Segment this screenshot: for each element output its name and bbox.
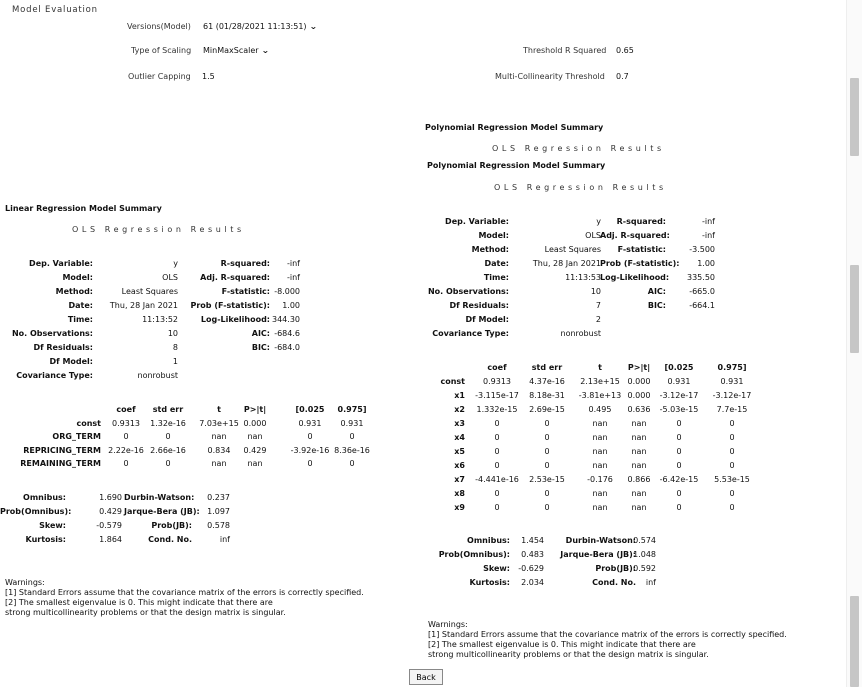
coef-header: 0.975] bbox=[337, 405, 367, 414]
coef-row-name: REPRICING_TERM bbox=[23, 445, 101, 455]
summary-label: Df Residuals: bbox=[33, 343, 93, 352]
coef-cell: 0 bbox=[494, 461, 500, 470]
coef-cell: 0 bbox=[544, 447, 550, 456]
outlier-label: Outlier Capping bbox=[128, 72, 191, 81]
summary-value: 10 bbox=[167, 329, 178, 338]
coef-cell: 0.000 bbox=[627, 391, 651, 400]
diag-value: 2.034 bbox=[521, 578, 544, 587]
coef-cell: 0 bbox=[676, 433, 682, 442]
coef-cell: -4.441e-16 bbox=[475, 475, 519, 484]
summary-label: Covariance Type: bbox=[16, 371, 93, 380]
coef-header: coef bbox=[487, 363, 507, 372]
coef-cell: -3.115e-17 bbox=[475, 391, 519, 400]
coef-cell: 1.332e-15 bbox=[476, 405, 518, 414]
summary-label: Date: bbox=[68, 301, 93, 310]
coef-cell: -3.92e-16 bbox=[290, 445, 330, 455]
coef-cell: 0 bbox=[307, 458, 313, 468]
back-button[interactable]: Back bbox=[409, 669, 443, 685]
coef-cell: -0.176 bbox=[587, 475, 613, 484]
summary-value: OLS bbox=[162, 273, 178, 282]
coef-cell: 0 bbox=[544, 503, 550, 512]
summary-label: F-statistic: bbox=[221, 287, 270, 296]
summary-value: -inf bbox=[287, 273, 300, 282]
coef-cell: 8.36e-16 bbox=[334, 445, 370, 455]
summary-label: Model: bbox=[478, 231, 509, 240]
diag-value: 1.690 bbox=[99, 493, 122, 502]
summary-value: -684.0 bbox=[274, 343, 300, 352]
summary-value: 344.30 bbox=[272, 315, 300, 324]
chevron-down-icon: ⌄ bbox=[308, 22, 317, 31]
coef-header: t bbox=[217, 405, 221, 414]
linear-warnings bbox=[5, 578, 364, 618]
coef-row-name: const bbox=[76, 419, 101, 428]
diag-label: Omnibus: bbox=[23, 493, 66, 502]
coef-header: P>|t| bbox=[243, 405, 267, 414]
diag-label: Skew: bbox=[483, 564, 510, 573]
coef-header: std err bbox=[531, 363, 563, 372]
coef-cell: 2.13e+15 bbox=[580, 377, 620, 386]
coef-header: t bbox=[598, 363, 602, 372]
coef-cell: 0 bbox=[349, 432, 355, 442]
coef-cell: 0 bbox=[676, 447, 682, 456]
summary-value: Thu, 28 Jan 2021 bbox=[109, 301, 178, 310]
diag-value: -0.629 bbox=[518, 564, 544, 573]
coef-cell: 0 bbox=[494, 447, 500, 456]
coef-cell: 0 bbox=[494, 489, 500, 498]
coef-cell: 5.53e-15 bbox=[714, 475, 750, 484]
coef-header: coef bbox=[116, 405, 136, 414]
coef-cell: 0.931 bbox=[340, 419, 364, 428]
coef-cell: 0 bbox=[729, 461, 735, 470]
coef-cell: nan bbox=[631, 419, 647, 428]
coef-cell: 2.53e-15 bbox=[529, 475, 565, 484]
coef-header: P>|t| bbox=[627, 363, 651, 372]
warning-line: strong multicollinearity problems or that the design matrix is singular. bbox=[428, 650, 709, 659]
diag-label: Skew: bbox=[39, 521, 66, 530]
summary-label: R-squared: bbox=[220, 259, 270, 268]
summary-label: Dep. Variable: bbox=[445, 217, 509, 226]
coef-cell: 0 bbox=[165, 458, 171, 468]
scrollbar-thumb[interactable] bbox=[850, 596, 859, 687]
coef-row-name: x8 bbox=[454, 489, 465, 498]
coef-cell: 0 bbox=[676, 461, 682, 470]
coef-cell: nan bbox=[211, 432, 227, 442]
warning-line: strong multicollinearity problems or that the design matrix is singular. bbox=[5, 608, 286, 617]
coef-cell: 0 bbox=[729, 503, 735, 512]
coef-cell: 0 bbox=[676, 489, 682, 498]
warning-line: Warnings: bbox=[428, 620, 468, 629]
summary-value: 8 bbox=[172, 343, 178, 352]
coef-cell: 8.18e-31 bbox=[529, 391, 565, 400]
coef-header: std err bbox=[152, 405, 184, 414]
warning-line: [1] Standard Errors assume that the covariance matrix of the errors is correctly specified. bbox=[428, 630, 787, 639]
scrollbar-thumb[interactable] bbox=[850, 265, 859, 353]
summary-label: BIC: bbox=[251, 343, 270, 352]
coef-cell: 0 bbox=[544, 419, 550, 428]
poly-summary-title-2: Polynomial Regression Model Summary bbox=[427, 161, 606, 170]
diag-value: inf bbox=[219, 535, 230, 544]
diag-label: Prob(Omnibus): bbox=[438, 550, 510, 559]
coef-cell: 2.22e-16 bbox=[108, 445, 144, 455]
coef-cell: 1.32e-16 bbox=[150, 419, 186, 428]
diag-label: Durbin-Watson: bbox=[124, 493, 195, 502]
coef-cell: 7.03e+15 bbox=[199, 419, 239, 428]
coef-cell: -3.81e+13 bbox=[578, 391, 622, 400]
coef-cell: nan bbox=[592, 489, 608, 498]
summary-value: 10 bbox=[590, 287, 601, 296]
summary-value: 1.00 bbox=[697, 259, 715, 268]
coef-cell: nan bbox=[592, 461, 608, 470]
coef-cell: nan bbox=[631, 489, 647, 498]
coef-cell: 0 bbox=[729, 419, 735, 428]
diag-label: Kurtosis: bbox=[25, 535, 66, 544]
coef-row-name: const bbox=[440, 377, 465, 386]
summary-value: Least Squares bbox=[121, 287, 178, 296]
summary-value: Thu, 28 Jan 2021 bbox=[532, 259, 601, 268]
summary-value: -665.0 bbox=[689, 287, 715, 296]
coef-cell: nan bbox=[247, 458, 263, 468]
coef-cell: nan bbox=[211, 458, 227, 468]
summary-label: Df Residuals: bbox=[449, 301, 509, 310]
coef-cell: 0 bbox=[676, 503, 682, 512]
coef-cell: -6.42e-15 bbox=[659, 475, 699, 484]
coef-cell: 0.000 bbox=[627, 377, 651, 386]
page-title: Model Evaluation bbox=[12, 5, 98, 15]
coef-header: [0.025 bbox=[295, 405, 325, 414]
summary-label: Log-Likelihood: bbox=[600, 273, 670, 282]
coef-cell: 0 bbox=[544, 433, 550, 442]
coef-cell: -3.12e-17 bbox=[659, 391, 699, 400]
coef-cell: nan bbox=[247, 432, 263, 442]
diag-value: 1.864 bbox=[99, 535, 122, 544]
summary-label: Df Model: bbox=[49, 357, 93, 366]
versions-value: 61 (01/28/2021 11:13:51) bbox=[203, 22, 307, 31]
coef-cell: 0.931 bbox=[667, 377, 691, 386]
coef-row-name: x9 bbox=[454, 503, 465, 512]
coef-row-name: x6 bbox=[454, 461, 465, 470]
coef-row-name: x1 bbox=[454, 391, 465, 400]
coef-cell: 0.931 bbox=[298, 419, 322, 428]
warning-line: Warnings: bbox=[5, 578, 45, 587]
summary-label: Adj. R-squared: bbox=[600, 231, 670, 240]
versions-select[interactable] bbox=[203, 22, 316, 31]
summary-value: nonrobust bbox=[137, 371, 178, 380]
summary-label: Time: bbox=[483, 273, 509, 282]
summary-label: Prob (F-statistic): bbox=[600, 259, 680, 268]
summary-value: 11:13:52 bbox=[142, 315, 178, 324]
diag-value: 0.483 bbox=[521, 550, 544, 559]
summary-label: Dep. Variable: bbox=[29, 259, 93, 268]
multicol-value: 0.7 bbox=[616, 72, 629, 81]
linear-summary-title: Linear Regression Model Summary bbox=[5, 204, 162, 213]
summary-value: 11:13:53 bbox=[565, 273, 601, 282]
summary-value: y bbox=[596, 217, 601, 226]
warning-line: [2] The smallest eigenvalue is 0. This might indicate that there are bbox=[428, 640, 696, 649]
summary-label: BIC: bbox=[647, 301, 666, 310]
coef-cell: 0 bbox=[349, 458, 355, 468]
summary-value: -inf bbox=[702, 217, 715, 226]
coef-row-name: x7 bbox=[454, 475, 465, 484]
diag-value: 1.048 bbox=[633, 550, 656, 559]
summary-label: Method: bbox=[55, 287, 93, 296]
threshold-r2-label: Threshold R Squared bbox=[523, 46, 607, 55]
summary-value: -inf bbox=[287, 259, 300, 268]
summary-value: Least Squares bbox=[544, 245, 601, 254]
coef-row-name: x5 bbox=[454, 447, 465, 456]
multicol-label: Multi-Collinearity Threshold bbox=[495, 72, 605, 81]
warning-line: [1] Standard Errors assume that the covariance matrix of the errors is correctly specified. bbox=[5, 588, 364, 597]
summary-label: Date: bbox=[484, 259, 509, 268]
coef-cell: -5.03e-15 bbox=[659, 405, 699, 414]
coef-cell: 0 bbox=[544, 461, 550, 470]
summary-value: nonrobust bbox=[560, 329, 601, 338]
summary-label: Log-Likelihood: bbox=[200, 315, 270, 324]
coef-cell: 0.636 bbox=[627, 405, 651, 414]
coef-cell: nan bbox=[592, 447, 608, 456]
summary-value: -664.1 bbox=[689, 301, 715, 310]
summary-value: OLS bbox=[585, 231, 601, 240]
poly-warnings bbox=[428, 620, 787, 660]
coef-row-name: REMAINING_TERM bbox=[20, 458, 101, 468]
coef-cell: 0.000 bbox=[243, 419, 267, 428]
summary-label: R-squared: bbox=[616, 217, 666, 226]
summary-label: AIC: bbox=[251, 329, 270, 338]
coef-cell: 0 bbox=[123, 458, 129, 468]
coef-header: [0.025 bbox=[664, 363, 694, 372]
diag-label: Durbin-Watson: bbox=[565, 536, 636, 545]
coef-cell: nan bbox=[592, 433, 608, 442]
poly-ols-title-1: OLS Regression Results bbox=[492, 144, 665, 153]
coef-header: 0.975] bbox=[717, 363, 747, 372]
diag-value: 0.574 bbox=[633, 536, 656, 545]
coef-cell: 0 bbox=[494, 433, 500, 442]
coef-cell: 0 bbox=[165, 432, 171, 442]
summary-label: Adj. R-squared: bbox=[200, 273, 270, 282]
poly-summary-title-1: Polynomial Regression Model Summary bbox=[425, 123, 604, 132]
coef-cell: 0 bbox=[729, 489, 735, 498]
coef-cell: 0.9313 bbox=[112, 419, 140, 428]
warning-line: [2] The smallest eigenvalue is 0. This might indicate that there are bbox=[5, 598, 273, 607]
diag-label: Prob(JB): bbox=[595, 564, 636, 573]
diag-value: -0.579 bbox=[96, 521, 122, 530]
diag-value: 0.592 bbox=[633, 564, 656, 573]
coef-cell: 0 bbox=[494, 503, 500, 512]
summary-label: Df Model: bbox=[465, 315, 509, 324]
coef-cell: 0 bbox=[676, 419, 682, 428]
coef-cell: 0 bbox=[494, 419, 500, 428]
scaling-select[interactable] bbox=[203, 46, 268, 55]
diag-label: Cond. No. bbox=[592, 578, 636, 587]
summary-value: -8.000 bbox=[274, 287, 300, 296]
coef-cell: 0 bbox=[307, 432, 313, 442]
summary-label: No. Observations: bbox=[11, 329, 93, 338]
coef-cell: 0.495 bbox=[588, 405, 612, 414]
chevron-down-icon: ⌄ bbox=[260, 46, 269, 55]
coef-row-name: ORG_TERM bbox=[52, 432, 101, 442]
summary-value: y bbox=[173, 259, 178, 268]
coef-cell: 0 bbox=[544, 489, 550, 498]
coef-cell: 2.69e-15 bbox=[529, 405, 565, 414]
summary-label: Covariance Type: bbox=[432, 329, 509, 338]
coef-cell: nan bbox=[631, 433, 647, 442]
coef-cell: 4.37e-16 bbox=[529, 377, 565, 386]
coef-cell: 2.66e-16 bbox=[150, 445, 186, 455]
coef-cell: 0.429 bbox=[243, 445, 267, 455]
summary-value: 335.50 bbox=[687, 273, 715, 282]
coef-cell: 0.9313 bbox=[483, 377, 511, 386]
coef-cell: nan bbox=[631, 461, 647, 470]
coef-cell: 0.834 bbox=[207, 445, 231, 455]
diag-label: Omnibus: bbox=[467, 536, 510, 545]
summary-value: 1.00 bbox=[282, 301, 300, 310]
diag-value: 1.454 bbox=[521, 536, 544, 545]
diag-value: 0.237 bbox=[207, 493, 230, 502]
versions-label: Versions(Model) bbox=[127, 22, 191, 31]
diag-value: 0.429 bbox=[99, 507, 122, 516]
coef-cell: 7.7e-15 bbox=[716, 405, 748, 414]
summary-value: -684.6 bbox=[274, 329, 300, 338]
diag-value: 1.097 bbox=[207, 507, 230, 516]
coef-cell: nan bbox=[631, 503, 647, 512]
coef-row-name: x4 bbox=[454, 433, 465, 442]
coef-cell: -3.12e-17 bbox=[712, 391, 752, 400]
diag-label: Cond. No. bbox=[148, 535, 192, 544]
summary-label: Time: bbox=[67, 315, 93, 324]
summary-label: Model: bbox=[62, 273, 93, 282]
scaling-label: Type of Scaling bbox=[131, 46, 192, 55]
diag-value: inf bbox=[645, 578, 656, 587]
coef-cell: 0 bbox=[729, 447, 735, 456]
poly-ols-title-2: OLS Regression Results bbox=[494, 183, 667, 192]
summary-label: F-statistic: bbox=[617, 245, 666, 254]
coef-cell: 0 bbox=[123, 432, 129, 442]
coef-row-name: x2 bbox=[454, 405, 465, 414]
diag-value: 0.578 bbox=[207, 521, 230, 530]
linear-ols-title: OLS Regression Results bbox=[72, 225, 245, 234]
diag-label: Jarque-Bera (JB): bbox=[560, 550, 636, 559]
summary-label: No. Observations: bbox=[427, 287, 509, 296]
coef-cell: 0.931 bbox=[720, 377, 744, 386]
coef-cell: nan bbox=[631, 447, 647, 456]
diag-label: Prob(Omnibus): bbox=[0, 507, 72, 516]
diag-label: Kurtosis: bbox=[469, 578, 510, 587]
diag-label: Prob(JB): bbox=[151, 521, 192, 530]
coef-cell: 0.866 bbox=[627, 475, 651, 484]
summary-label: Method: bbox=[471, 245, 509, 254]
scrollbar-thumb[interactable] bbox=[850, 78, 859, 156]
summary-value: 7 bbox=[595, 301, 601, 310]
summary-label: AIC: bbox=[647, 287, 666, 296]
summary-value: 1 bbox=[172, 357, 178, 366]
coef-cell: 0 bbox=[729, 433, 735, 442]
summary-value: -inf bbox=[702, 231, 715, 240]
summary-value: 2 bbox=[595, 315, 601, 324]
diag-label: Jarque-Bera (JB): bbox=[124, 507, 200, 516]
outlier-value: 1.5 bbox=[202, 72, 215, 81]
coef-row-name: x3 bbox=[454, 419, 465, 428]
coef-cell: nan bbox=[592, 419, 608, 428]
summary-label: Prob (F-statistic): bbox=[190, 301, 270, 310]
scrollbar[interactable] bbox=[846, 0, 862, 687]
summary-value: -3.500 bbox=[689, 245, 715, 254]
threshold-r2-value: 0.65 bbox=[616, 46, 634, 55]
coef-cell: nan bbox=[592, 503, 608, 512]
scaling-value: MinMaxScaler bbox=[203, 46, 259, 55]
